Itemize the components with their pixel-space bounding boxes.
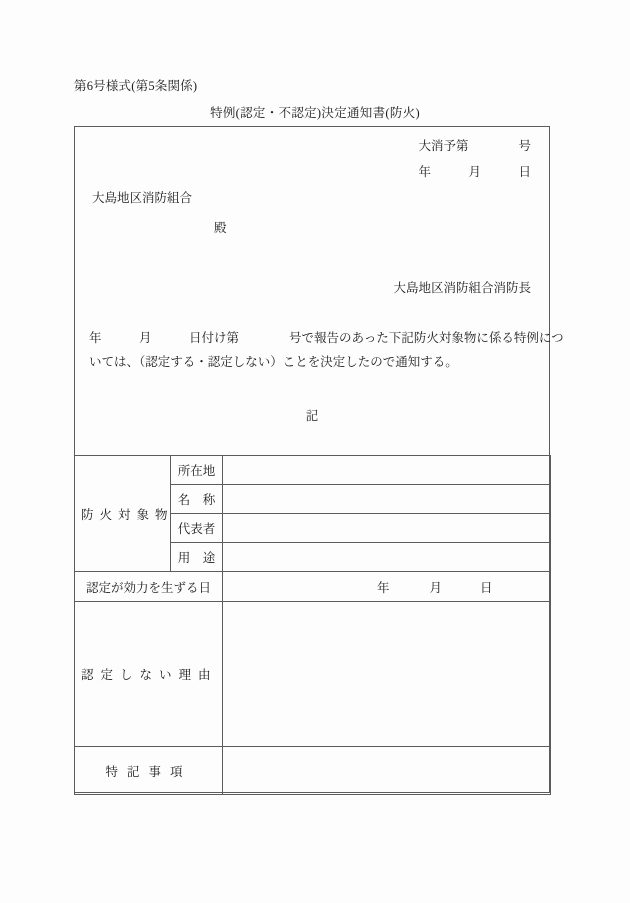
location-label: 所在地 [171, 456, 223, 485]
document-title: 特例(認定・不認定)決定通知書(防火) [210, 106, 420, 120]
fire-prevention-target-label: 防火対象物 [75, 456, 171, 572]
notice-header-section [74, 126, 564, 455]
non-approval-reason-value[interactable] [223, 602, 551, 747]
effective-date-label: 認定が効力を生ずる日 [75, 572, 223, 602]
remarks-label: 特記事項 [75, 747, 223, 795]
remarks-value[interactable] [223, 747, 551, 795]
details-table [74, 455, 551, 795]
representative-label: 代表者 [171, 514, 223, 543]
form-number: 第6号様式(第5条関係) [74, 79, 198, 93]
representative-value[interactable] [223, 514, 551, 543]
ki-mark: 記 [305, 409, 319, 423]
usage-value[interactable] [223, 543, 551, 572]
document-date-field: 年 月 日 [418, 165, 531, 179]
non-approval-reason-label: 認定しない理由 [75, 602, 223, 747]
table-row [75, 602, 551, 747]
sender-organization: 大島地区消防組合消防長 [393, 281, 531, 295]
notice-body-text [89, 326, 564, 374]
location-value[interactable] [223, 456, 551, 485]
effective-date-day: 日 [480, 580, 493, 595]
notice-body-line-1: 年 月 日付け第 号で報告のあった下記防火対象物に係る特例につ [89, 331, 564, 345]
notice-body-line-2: いては、（認定する・認定しない）ことを決定したので通知する。 [89, 355, 458, 369]
effective-date-month: 月 [429, 580, 443, 595]
table-row [75, 747, 551, 795]
document-number-field: 大消予第 号 [418, 139, 531, 153]
effective-date-year: 年 [377, 580, 390, 595]
addressee-honorific: 殿 [214, 221, 227, 235]
table-row [75, 572, 551, 602]
usage-label: 用 途 [171, 543, 223, 572]
name-label: 名 称 [171, 485, 223, 514]
effective-date-value[interactable] [223, 572, 551, 602]
name-value[interactable] [223, 485, 551, 514]
addressee-organization: 大島地区消防組合 [92, 191, 193, 205]
table-row [75, 456, 551, 485]
